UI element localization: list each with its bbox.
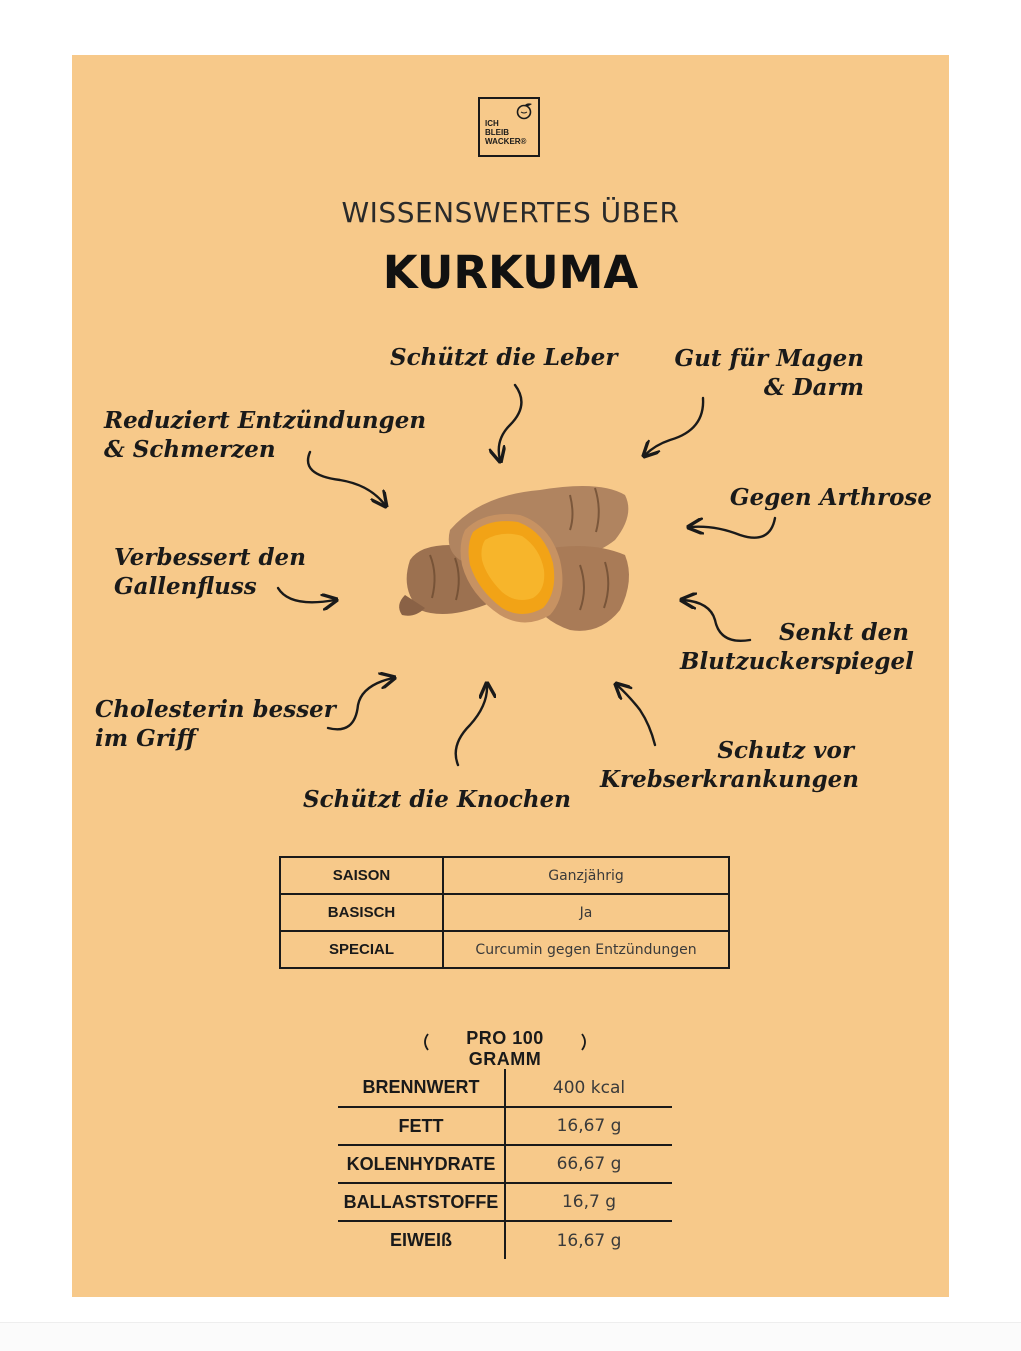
benefit-liver: Schützt die Leber	[390, 344, 618, 371]
nutrition-value: 400 kcal	[505, 1069, 672, 1107]
nutrition-value: 66,67 g	[505, 1145, 672, 1183]
table-row	[280, 857, 729, 894]
info-key-special: SPECIAL	[280, 931, 443, 968]
benefit-cholesterol: Cholesterin besser im Griff	[95, 696, 336, 752]
page-subtitle: WISSENSWERTES ÜBER	[341, 196, 680, 229]
nutrition-key: KOLENHYDRATE	[338, 1145, 505, 1183]
nutrition-key: FETT	[338, 1107, 505, 1145]
info-key-alkaline: BASISCH	[280, 894, 443, 931]
nutrition-value: 16,67 g	[505, 1107, 672, 1145]
info-table	[279, 856, 730, 969]
page-title: KURKUMA	[382, 246, 639, 299]
info-value-special: Curcumin gegen Entzündungen	[443, 931, 729, 968]
table-row	[338, 1145, 672, 1183]
nutrition-table	[338, 1069, 672, 1259]
nutrition-value: 16,67 g	[556, 1230, 622, 1251]
nutrition-key: BRENNWERT	[338, 1069, 505, 1107]
table-row	[338, 1183, 672, 1221]
info-value-season: Ganzjährig	[443, 857, 729, 894]
turmeric-root-image	[390, 470, 640, 645]
page-bottom-strip	[0, 1322, 1021, 1351]
benefit-bile-flow: Verbessert den Gallenfluss	[114, 544, 306, 600]
table-row	[338, 1221, 672, 1259]
table-row	[338, 1069, 672, 1107]
table-row	[338, 1107, 672, 1145]
info-value-alkaline: Ja	[443, 894, 729, 931]
orange-fruit-icon	[515, 102, 535, 120]
info-key-season: SAISON	[280, 857, 443, 894]
nutrition-header	[420, 1026, 590, 1069]
benefit-blood-sugar: Senkt den Blutzuckerspiegel	[680, 619, 914, 675]
nutrition-value: 16,7 g	[505, 1183, 672, 1221]
benefit-inflammation: Reduziert Entzündungen & Schmerzen	[104, 407, 427, 463]
benefit-bones: Schützt die Knochen	[303, 786, 571, 813]
benefit-stomach: Gut für Magen & Darm	[674, 345, 864, 401]
nutrition-key: EIWEIß	[338, 1221, 505, 1259]
benefit-cancer: Schutz vor Krebserkrankungen	[600, 737, 860, 793]
table-row	[280, 894, 729, 931]
nutrition-key: BALLASTSTOFFE	[338, 1183, 505, 1221]
benefit-arthrosis: Gegen Arthrose	[729, 484, 932, 511]
logo-wordmark: ICH BLEIB WACKER®	[485, 119, 527, 146]
table-row	[280, 931, 729, 968]
nutrition-header-label: PRO 100 GRAMM	[466, 1028, 544, 1069]
brand-logo	[478, 97, 540, 157]
